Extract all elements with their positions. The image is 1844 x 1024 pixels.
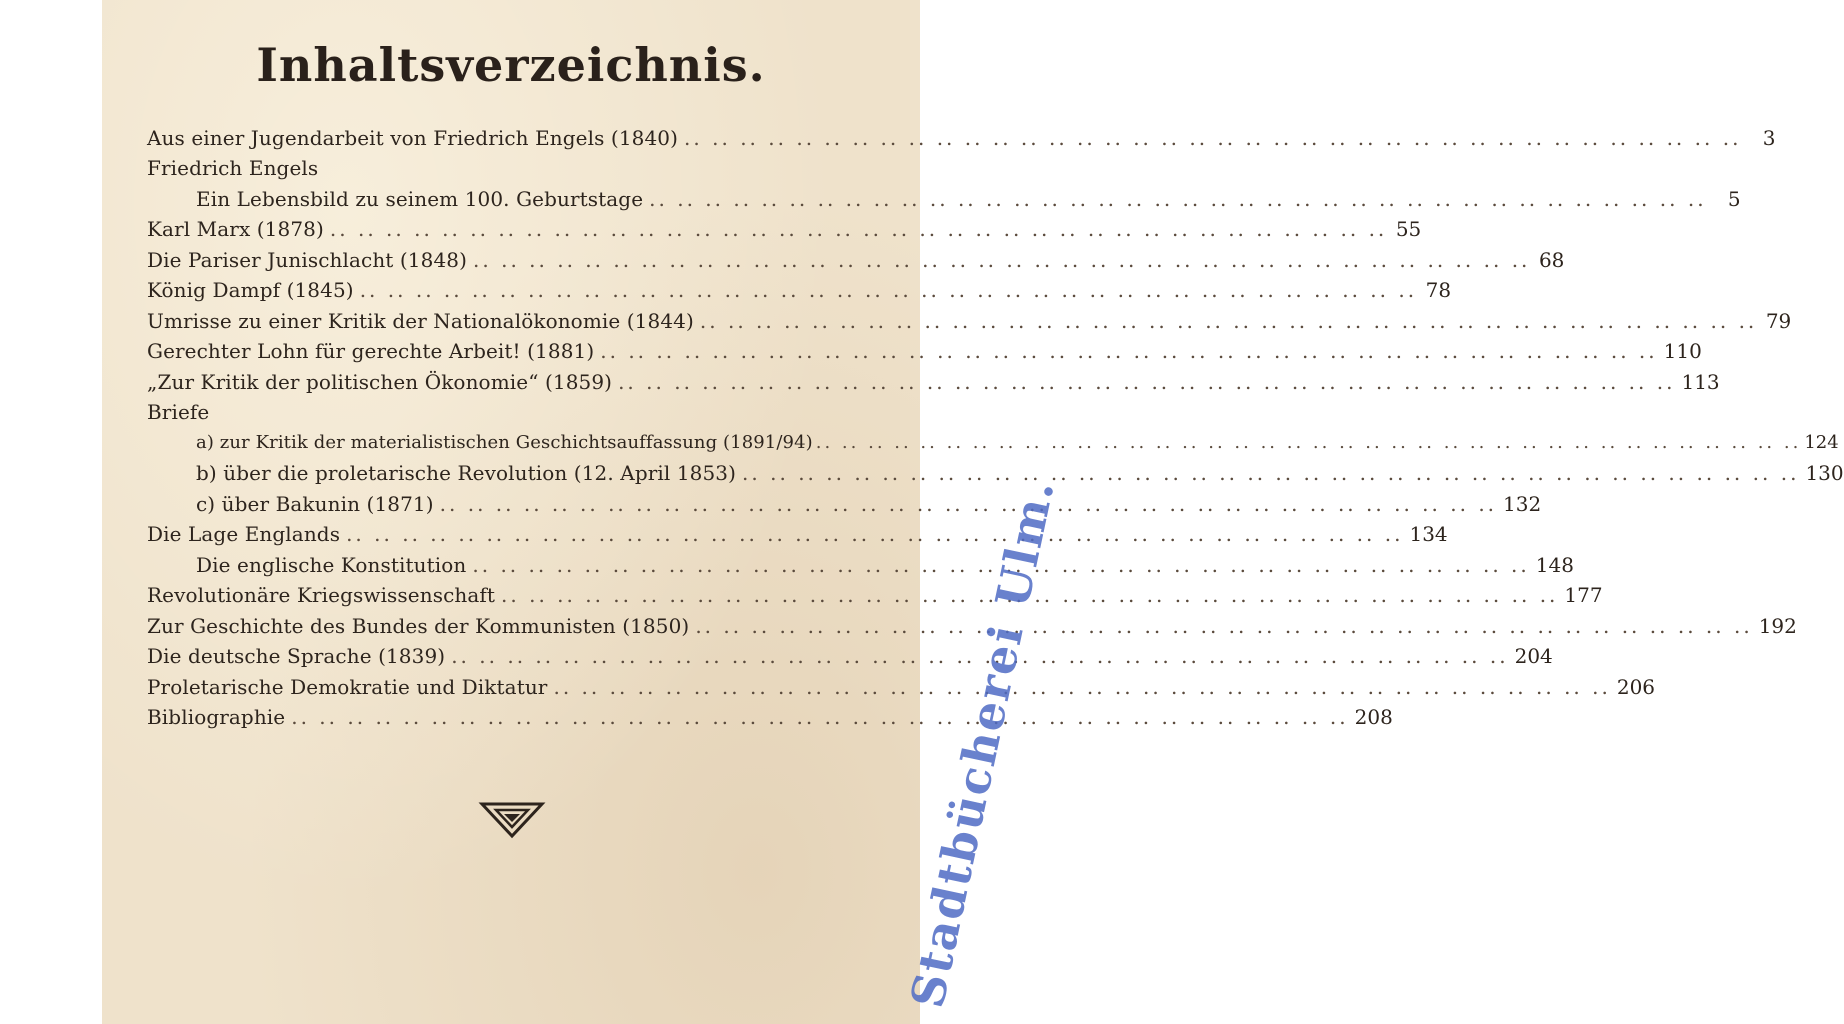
toc-entry xyxy=(147,580,1603,610)
toc-entry-page: 79 xyxy=(1765,309,1792,333)
leader-dots xyxy=(360,275,1417,305)
toc-entry-title: Zur Geschichte des Bundes der Kommunisten (1850) xyxy=(147,614,690,638)
toc-entry-title: Umrisse zu einer Kritik der Nationalökonomie (1844) xyxy=(147,309,694,333)
leader-dots xyxy=(649,184,1706,214)
toc-entry-page: 132 xyxy=(1503,492,1542,516)
toc-entry-page: 5 xyxy=(1727,187,1741,211)
toc-entry-page: 78 xyxy=(1425,278,1452,302)
toc-entry-page: 130 xyxy=(1805,461,1844,485)
toc-entry-title: Ein Lebensbild zu seinem 100. Geburtstage xyxy=(196,187,644,211)
toc-entry xyxy=(147,519,1448,549)
toc-entry-title: Friedrich Engels xyxy=(147,156,319,180)
library-stamp xyxy=(822,420,1065,1020)
toc-entry xyxy=(147,702,1393,732)
leader-dots xyxy=(600,336,1657,366)
toc-entry xyxy=(196,458,1844,488)
toc-entry-title: b) über die proletarische Revolution (12. April 1853) xyxy=(196,461,737,485)
toc-entry-title: Bibliographie xyxy=(147,705,286,729)
toc-entry-page: 206 xyxy=(1616,675,1656,699)
toc-entry-page: 204 xyxy=(1514,644,1553,668)
toc-entry-page: 134 xyxy=(1409,522,1448,546)
toc-entry-page: 55 xyxy=(1395,217,1422,241)
toc-entry-title: Karl Marx (1878) xyxy=(147,217,324,241)
stamp-text: Stadtbücherei Ulm. xyxy=(899,473,1065,1013)
toc-entry-page: 192 xyxy=(1758,614,1797,638)
toc-entry-page: 110 xyxy=(1663,339,1702,363)
toc-entry-title: Briefe xyxy=(147,400,210,424)
toc-entry-title: „Zur Kritik der politischen Ökonomie“ (1859) xyxy=(147,370,613,394)
toc-entry xyxy=(196,550,1574,580)
toc-entry-title: König Dampf (1845) xyxy=(147,278,354,302)
leader-dots xyxy=(553,672,1610,702)
toc-entry-title: Aus einer Jugendarbeit von Friedrich Engels (1840) xyxy=(147,126,679,150)
leader-dots xyxy=(618,367,1675,397)
toc-entry-title: Proletarische Demokratie und Diktatur xyxy=(147,675,548,699)
toc-entry xyxy=(147,397,883,427)
toc-entry-title: Die deutsche Sprache (1839) xyxy=(147,644,446,668)
toc-entry-page: 68 xyxy=(1538,248,1565,272)
toc-entry-title: Gerechter Lohn für gerechte Arbeit! (1881) xyxy=(147,339,595,363)
toc-entry-title: c) über Bakunin (1871) xyxy=(196,492,434,516)
toc-entry xyxy=(147,611,1797,641)
leader-dots xyxy=(330,214,1387,244)
toc-entry xyxy=(196,428,1839,458)
toc-entry-title: Die englische Konstitution xyxy=(196,553,467,577)
leader-dots xyxy=(473,245,1530,275)
toc-entry xyxy=(196,184,1741,214)
toc-entry-page: 3 xyxy=(1762,126,1776,150)
toc-entry-title: Revolutionäre Kriegswissenschaft xyxy=(147,583,496,607)
toc-entry xyxy=(147,214,1422,244)
toc-entry-page: 208 xyxy=(1354,705,1393,729)
leader-dots xyxy=(684,123,1741,153)
toc-entry xyxy=(147,641,1553,671)
toc-entry-page: 148 xyxy=(1535,553,1574,577)
leader-dots xyxy=(291,702,1348,732)
ornament-icon xyxy=(480,800,544,840)
toc-entry xyxy=(147,123,1776,153)
toc-entry-page: 124 xyxy=(1804,432,1839,453)
toc-entry xyxy=(147,672,1656,702)
toc-entry xyxy=(147,153,883,183)
toc-entry-title: a) zur Kritik der materialistischen Geschichtsauffassung (1891/94) xyxy=(196,432,813,453)
toc-entry xyxy=(196,489,1542,519)
toc-entry xyxy=(147,306,1792,336)
toc-entry xyxy=(147,367,1720,397)
toc-entry-title: Die Lage Englands xyxy=(147,522,341,546)
toc-entry-page: 113 xyxy=(1681,370,1720,394)
toc-entry xyxy=(147,275,1452,305)
toc-entry xyxy=(147,245,1565,275)
toc-entry xyxy=(147,336,1702,366)
toc-entry-page: 177 xyxy=(1564,583,1603,607)
leader-dots xyxy=(700,306,1757,336)
toc-entry-title: Die Pariser Junischlacht (1848) xyxy=(147,248,468,272)
book-page xyxy=(102,0,1844,1024)
page-title: Inhaltsverzeichnis. xyxy=(256,38,766,92)
